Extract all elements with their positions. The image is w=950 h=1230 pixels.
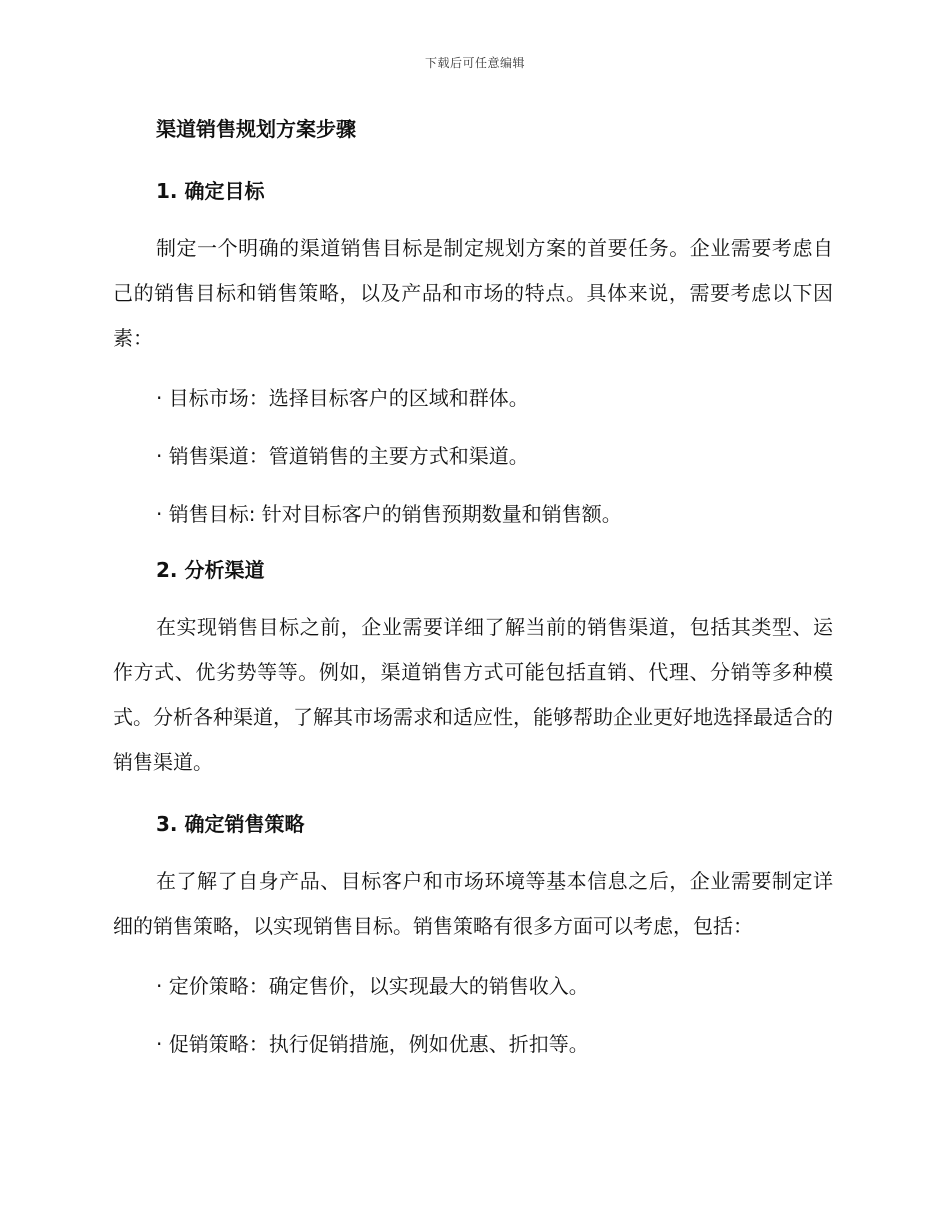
bullet-item: · 定价策略：确定售价，以实现最大的销售收入。 [156, 974, 589, 998]
section-heading-2: 2. 分析渠道 [156, 558, 265, 582]
section-heading-1: 1. 确定目标 [156, 179, 265, 203]
header-note: 下载后可任意编辑 [424, 56, 525, 70]
document-title: 渠道销售规划方案步骤 [156, 117, 356, 141]
section-paragraph-1: 制定一个明确的渠道销售目标是制定规划方案的首要任务。企业需要考虑自己的销售目标和销售策略，以及产品和市场的特点。具体来说，需要考虑以下因素： [113, 236, 833, 350]
bullet-item: · 销售渠道：管道销售的主要方式和渠道。 [156, 444, 529, 468]
document-body [113, 112, 833, 1061]
bullet-item: · 促销策略：执行促销措施，例如优惠、折扣等。 [156, 1032, 589, 1056]
section-paragraph-3: 在了解了自身产品、目标客户和市场环境等基本信息之后，企业需要制定详细的销售策略，以实现销售目标。销售策略有很多方面可以考虑，包括： [113, 869, 833, 938]
section-heading-3: 3. 确定销售策略 [156, 812, 305, 836]
section-paragraph-2: 在实现销售目标之前，企业需要详细了解当前的销售渠道，包括其类型、运作方式、优劣势等等。例如，渠道销售方式可能包括直销、代理、分销等多种模式。分析各种渠道，了解其市场需求和适应性，能够帮助企业更好地选择最适合的销售渠道。 [113, 615, 833, 774]
bullet-item: · 销售目标: 针对目标客户的销售预期数量和销售额。 [156, 502, 622, 526]
bullet-item: · 目标市场：选择目标客户的区域和群体。 [156, 386, 529, 410]
